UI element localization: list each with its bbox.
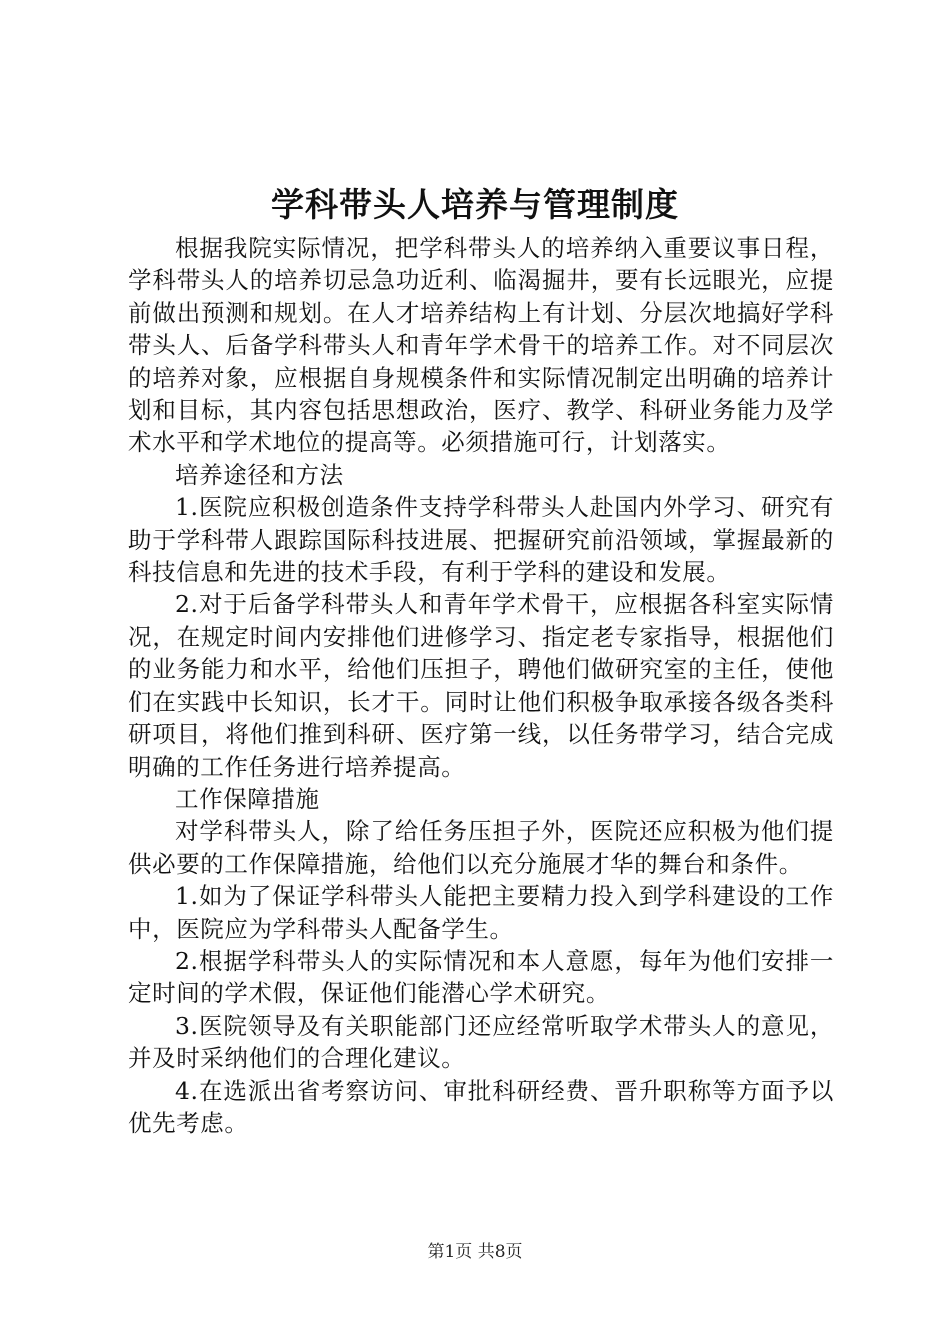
page-number-footer: 第1页 共8页 [427,1242,523,1262]
section-heading-training-methods: 培养途径和方法 [175,460,344,489]
guarantee-intro-paragraph: 对学科带头人，除了给任务压担子外，医院还应积极为他们提供必要的工作保障措施，给他们以充分施展才华的舞台和条件。 [128,817,834,878]
list-item-guarantee-3: 3.医院领导及有关职能部门还应经常听取学术带头人的意见，并及时采纳他们的合理化建议。 [128,1011,834,1073]
intro-paragraph: 根据我院实际情况，把学科带头人的培养纳入重要议事日程，学科带头人的培养切忌急功近利、临渴掘井，要有长远眼光，应提前做出预测和规划。在人才培养结构上有计划、分层次地搞好学科带头人、后备学科带头人和青年学术骨干的培养工作。对不同层次的培养对象，应根据自身规模条件和实际情况制定出明确的培养计划和目标，其内容包括思想政治，医疗、教学、科研业务能力及学术水平和学术地位的提高等。必须措施可行，计划落实。 [128,234,834,457]
list-item-guarantee-4: 4.在选派出省考察访问、审批科研经费、晋升职称等方面予以优先考虑。 [128,1076,834,1137]
document-title: 学科带头人培养与管理制度 [271,185,679,224]
list-item-training-2: 2.对于后备学科带头人和青年学术骨干，应根据各科室实际情况，在规定时间内安排他们进修学习、指定老专家指导，根据他们的业务能力和水平，给他们压担子，聘他们做研究室的主任，使他们在实践中长知识，长才干。同时让他们积极争取承接各级各类科研项目，将他们推到科研、医疗第一线，以任务带学习，结合完成明确的工作任务进行培养提高。 [128,590,834,781]
section-heading-work-guarantee: 工作保障措施 [175,784,320,813]
list-item-training-1: 1.医院应积极创造条件支持学科带头人赴国内外学习、研究有助于学科带人跟踪国际科技进展、把握研究前沿领域，掌握最新的科技信息和先进的技术手段，有利于学科的建设和发展。 [128,493,834,587]
list-item-guarantee-2: 2.根据学科带头人的实际情况和本人意愿，每年为他们安排一定时间的学术假，保证他们能潜心学术研究。 [128,946,834,1008]
document-body [128,232,834,1139]
list-item-guarantee-1: 1.如为了保证学科带头人能把主要精力投入到学科建设的工作中，医院应为学科带头人配备学生。 [128,882,834,943]
